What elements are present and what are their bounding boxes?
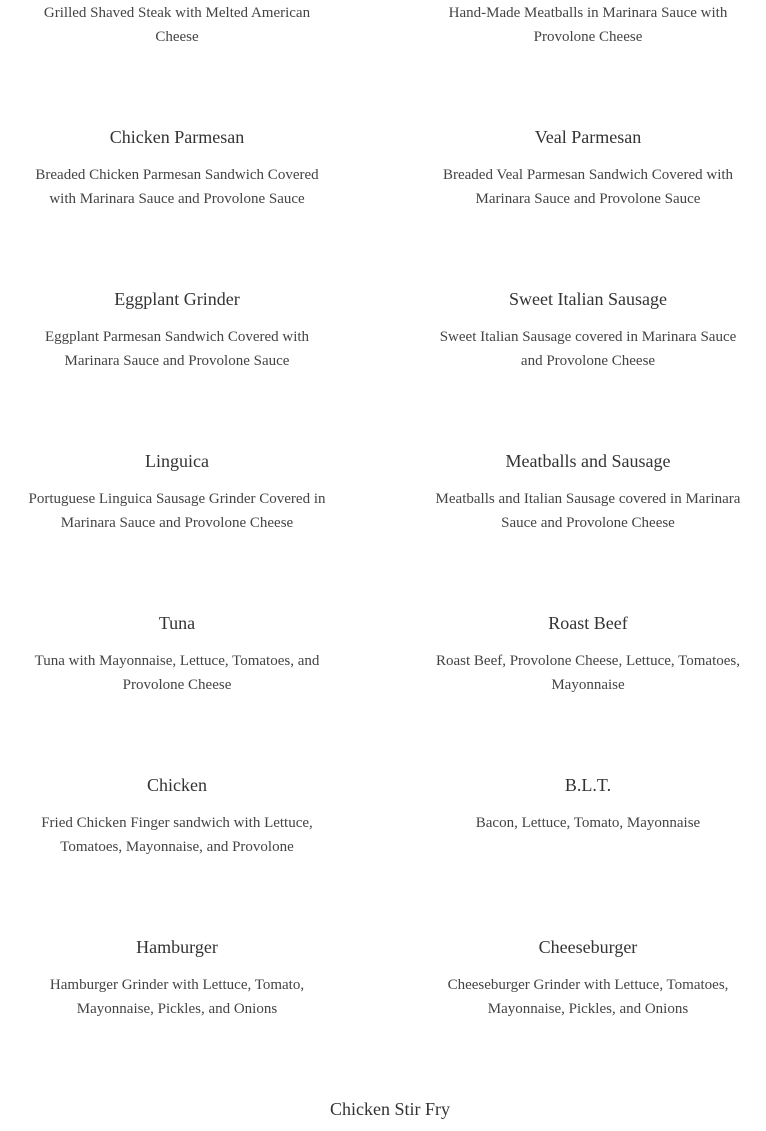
- menu-item-description: Eggplant Parmesan Sandwich Covered with Marinara Sauce and Provolone Sauce: [44, 329, 310, 369]
- menu-item-description: Meatballs and Italian Sausage covered in Marinara Sauce and Provolone Cheese: [435, 491, 741, 531]
- menu-item-title: Tuna: [158, 613, 196, 633]
- menu-item-hamburger: [22, 935, 332, 1021]
- menu-item-meatballs-and-sausage: [433, 449, 743, 535]
- menu-item-sweet-italian-sausage: [433, 287, 743, 373]
- menu-item-title: Chicken: [147, 775, 207, 795]
- menu-item-blt: [433, 773, 743, 835]
- menu-item-description: Breaded Chicken Parmesan Sandwich Covered with Marinara Sauce and Provolone Sauce: [35, 167, 319, 207]
- menu-item-description: Hamburger Grinder with Lettuce, Tomato, Mayonnaise, Pickles, and Onions: [49, 977, 305, 1017]
- menu-item-description: Roast Beef, Provolone Cheese, Lettuce, Tomatoes, Mayonnaise: [435, 653, 740, 693]
- menu-item-title: Chicken Stir Fry: [330, 1099, 450, 1119]
- menu-item-cheeseburger: [433, 935, 743, 1021]
- menu-item-title: B.L.T.: [564, 775, 612, 795]
- menu-item-title: Veal Parmesan: [534, 127, 642, 147]
- menu-item-title: Eggplant Grinder: [114, 289, 240, 309]
- menu-item-description: Cheeseburger Grinder with Lettuce, Tomatoes, Mayonnaise, Pickles, and Onions: [447, 977, 729, 1017]
- menu-item-description: Portuguese Linguica Sausage Grinder Covered in Marinara Sauce and Provolone Cheese: [28, 491, 326, 531]
- menu-item-title: Hamburger: [136, 937, 218, 957]
- menu-item-title: Roast Beef: [548, 613, 628, 633]
- menu-item-chicken-parmesan: [22, 125, 332, 211]
- menu-item-title: Meatballs and Sausage: [505, 451, 671, 471]
- menu-item-steak-partial: [22, 1, 332, 49]
- menu-item-chicken: [22, 773, 332, 859]
- menu-item-title: Cheeseburger: [538, 937, 638, 957]
- menu-item-description: Fried Chicken Finger sandwich with Lettuce, Tomatoes, Mayonnaise, and Provolone: [41, 815, 313, 855]
- menu-item-title: Chicken Parmesan: [109, 127, 245, 147]
- menu-item-description: Grilled Shaved Steak with Melted American Cheese: [43, 5, 311, 45]
- menu-item-description: Bacon, Lettuce, Tomato, Mayonnaise: [475, 815, 701, 831]
- menu-item-title: Linguica: [145, 451, 209, 471]
- menu-item-chicken-stir-fry: [235, 1097, 545, 1131]
- menu-item-meatball-partial: [433, 1, 743, 49]
- menu-item-description: Breaded Veal Parmesan Sandwich Covered with Marinara Sauce and Provolone Sauce: [442, 167, 734, 207]
- menu-item-description: Hand-Made Meatballs in Marinara Sauce with Provolone Cheese: [448, 5, 728, 45]
- menu-item-title: Sweet Italian Sausage: [509, 289, 667, 309]
- menu-item-description: Sweet Italian Sausage covered in Marinara Sauce and Provolone Cheese: [439, 329, 737, 369]
- menu-item-roast-beef: [433, 611, 743, 697]
- menu-item-eggplant-grinder: [22, 287, 332, 373]
- menu-item-veal-parmesan: [433, 125, 743, 211]
- menu-item-tuna: [22, 611, 332, 697]
- menu-item-description: Tuna with Mayonnaise, Lettuce, Tomatoes, and Provolone Cheese: [34, 653, 320, 693]
- menu-item-linguica: [22, 449, 332, 535]
